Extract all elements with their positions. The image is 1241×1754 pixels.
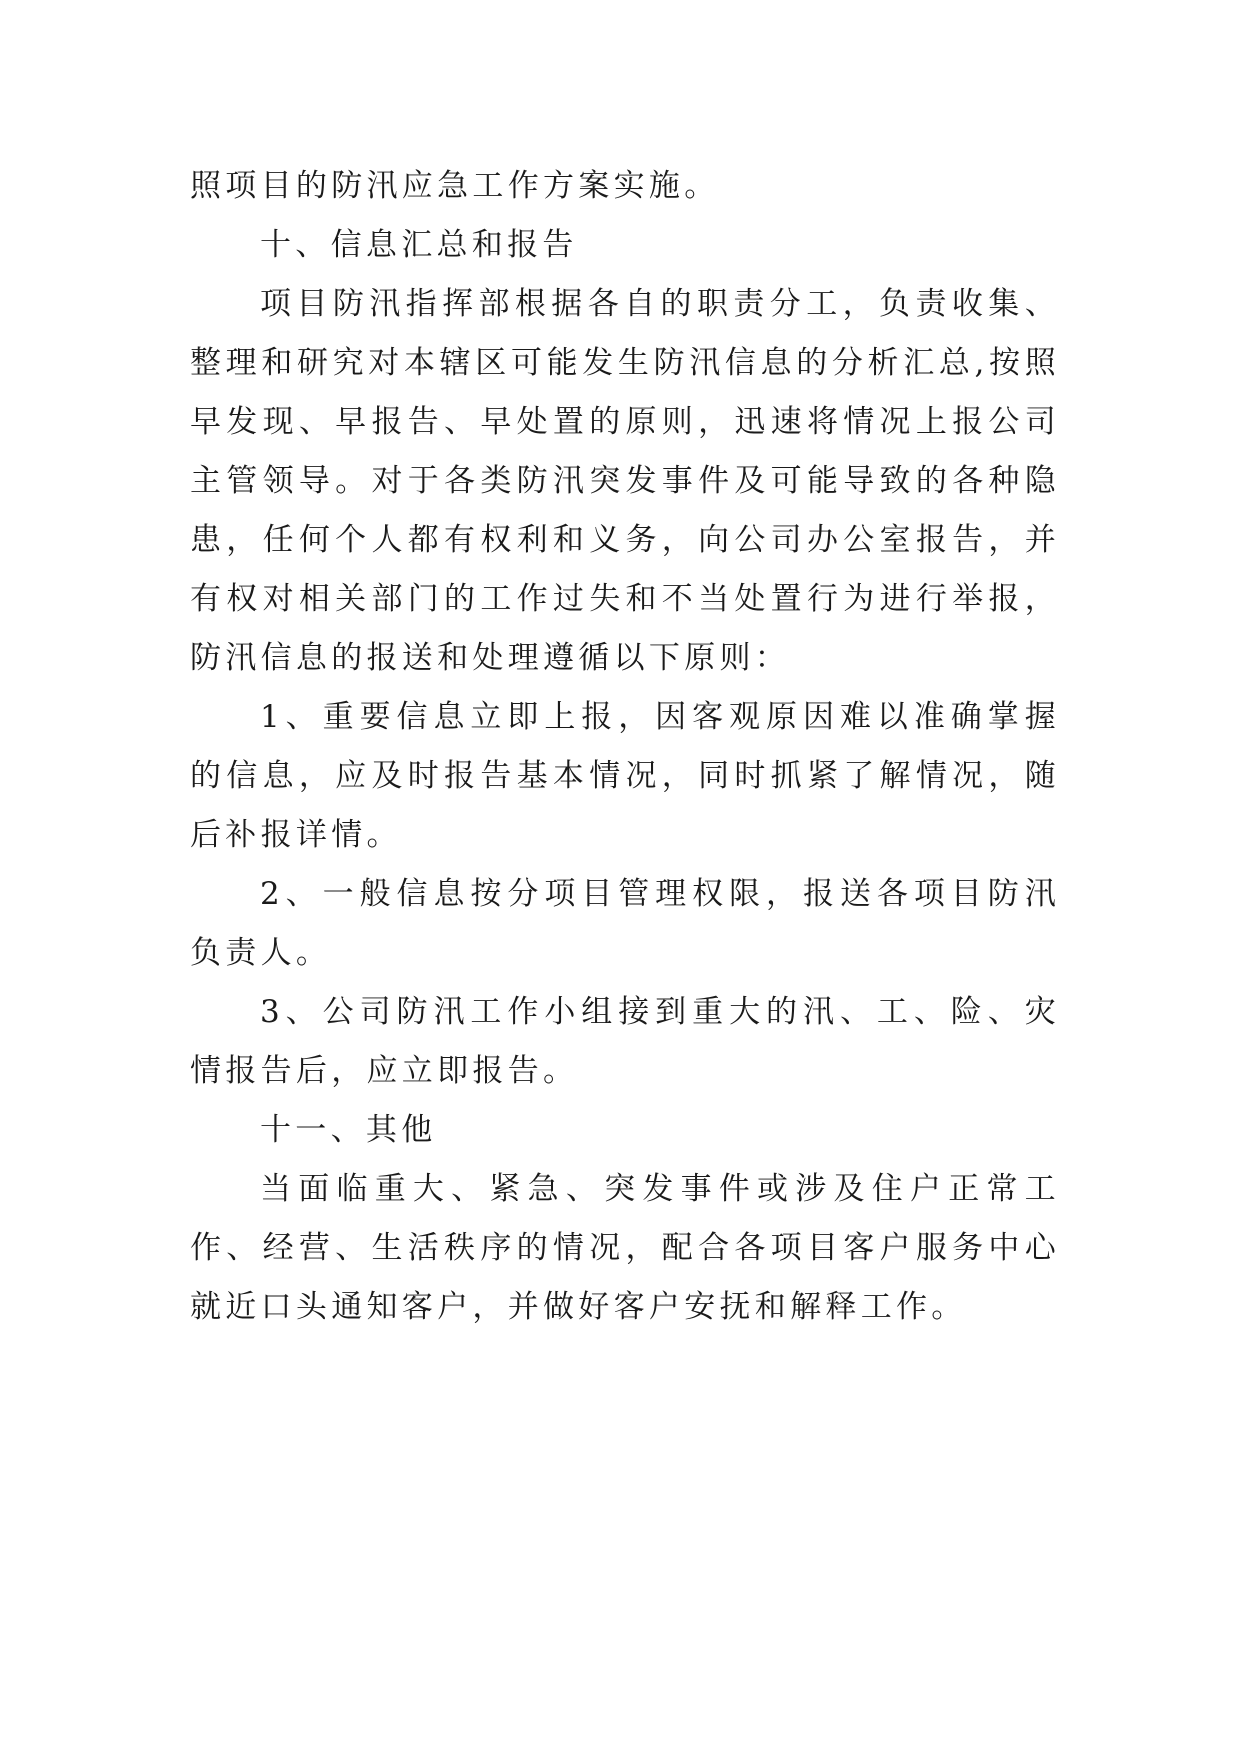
paragraph-info-summary: 项目防汛指挥部根据各自的职责分工，负责收集、整理和研究对本辖区可能发生防汛信息的分析汇总,按照早发现、早报告、早处置的原则，迅速将情况上报公司主管领导。对于各类防汛突发事件及可能导致的各种隐患，任何个人都有权利和义务，向公司办公室报告，并有权对相关部门的工作过失和不当处置行为进行举报，防汛信息的报送和处理遵循以下原则： <box>190 286 1060 676</box>
section-heading-11: 十一、其他 <box>260 1112 437 1148</box>
list-item-3: 3、公司防汛工作小组接到重大的汛、工、险、灾情报告后，应立即报告。 <box>190 994 1060 1089</box>
list-item-1: 1、重要信息立即上报，因客观原因难以准确掌握的信息，应及时报告基本情况，同时抓紧了解情况，随后补报详情。 <box>190 699 1060 853</box>
paragraph-other: 当面临重大、紧急、突发事件或涉及住户正常工作、经营、生活秩序的情况，配合各项目客户服务中心就近口头通知客户，并做好客户安抚和解释工作。 <box>190 1171 1060 1325</box>
list-item-2: 2、一般信息按分项目管理权限，报送各项目防汛负责人。 <box>190 876 1060 971</box>
document-body <box>190 157 1060 1337</box>
section-heading-10: 十、信息汇总和报告 <box>260 227 578 263</box>
paragraph-continuation: 照项目的防汛应急工作方案实施。 <box>190 168 720 204</box>
